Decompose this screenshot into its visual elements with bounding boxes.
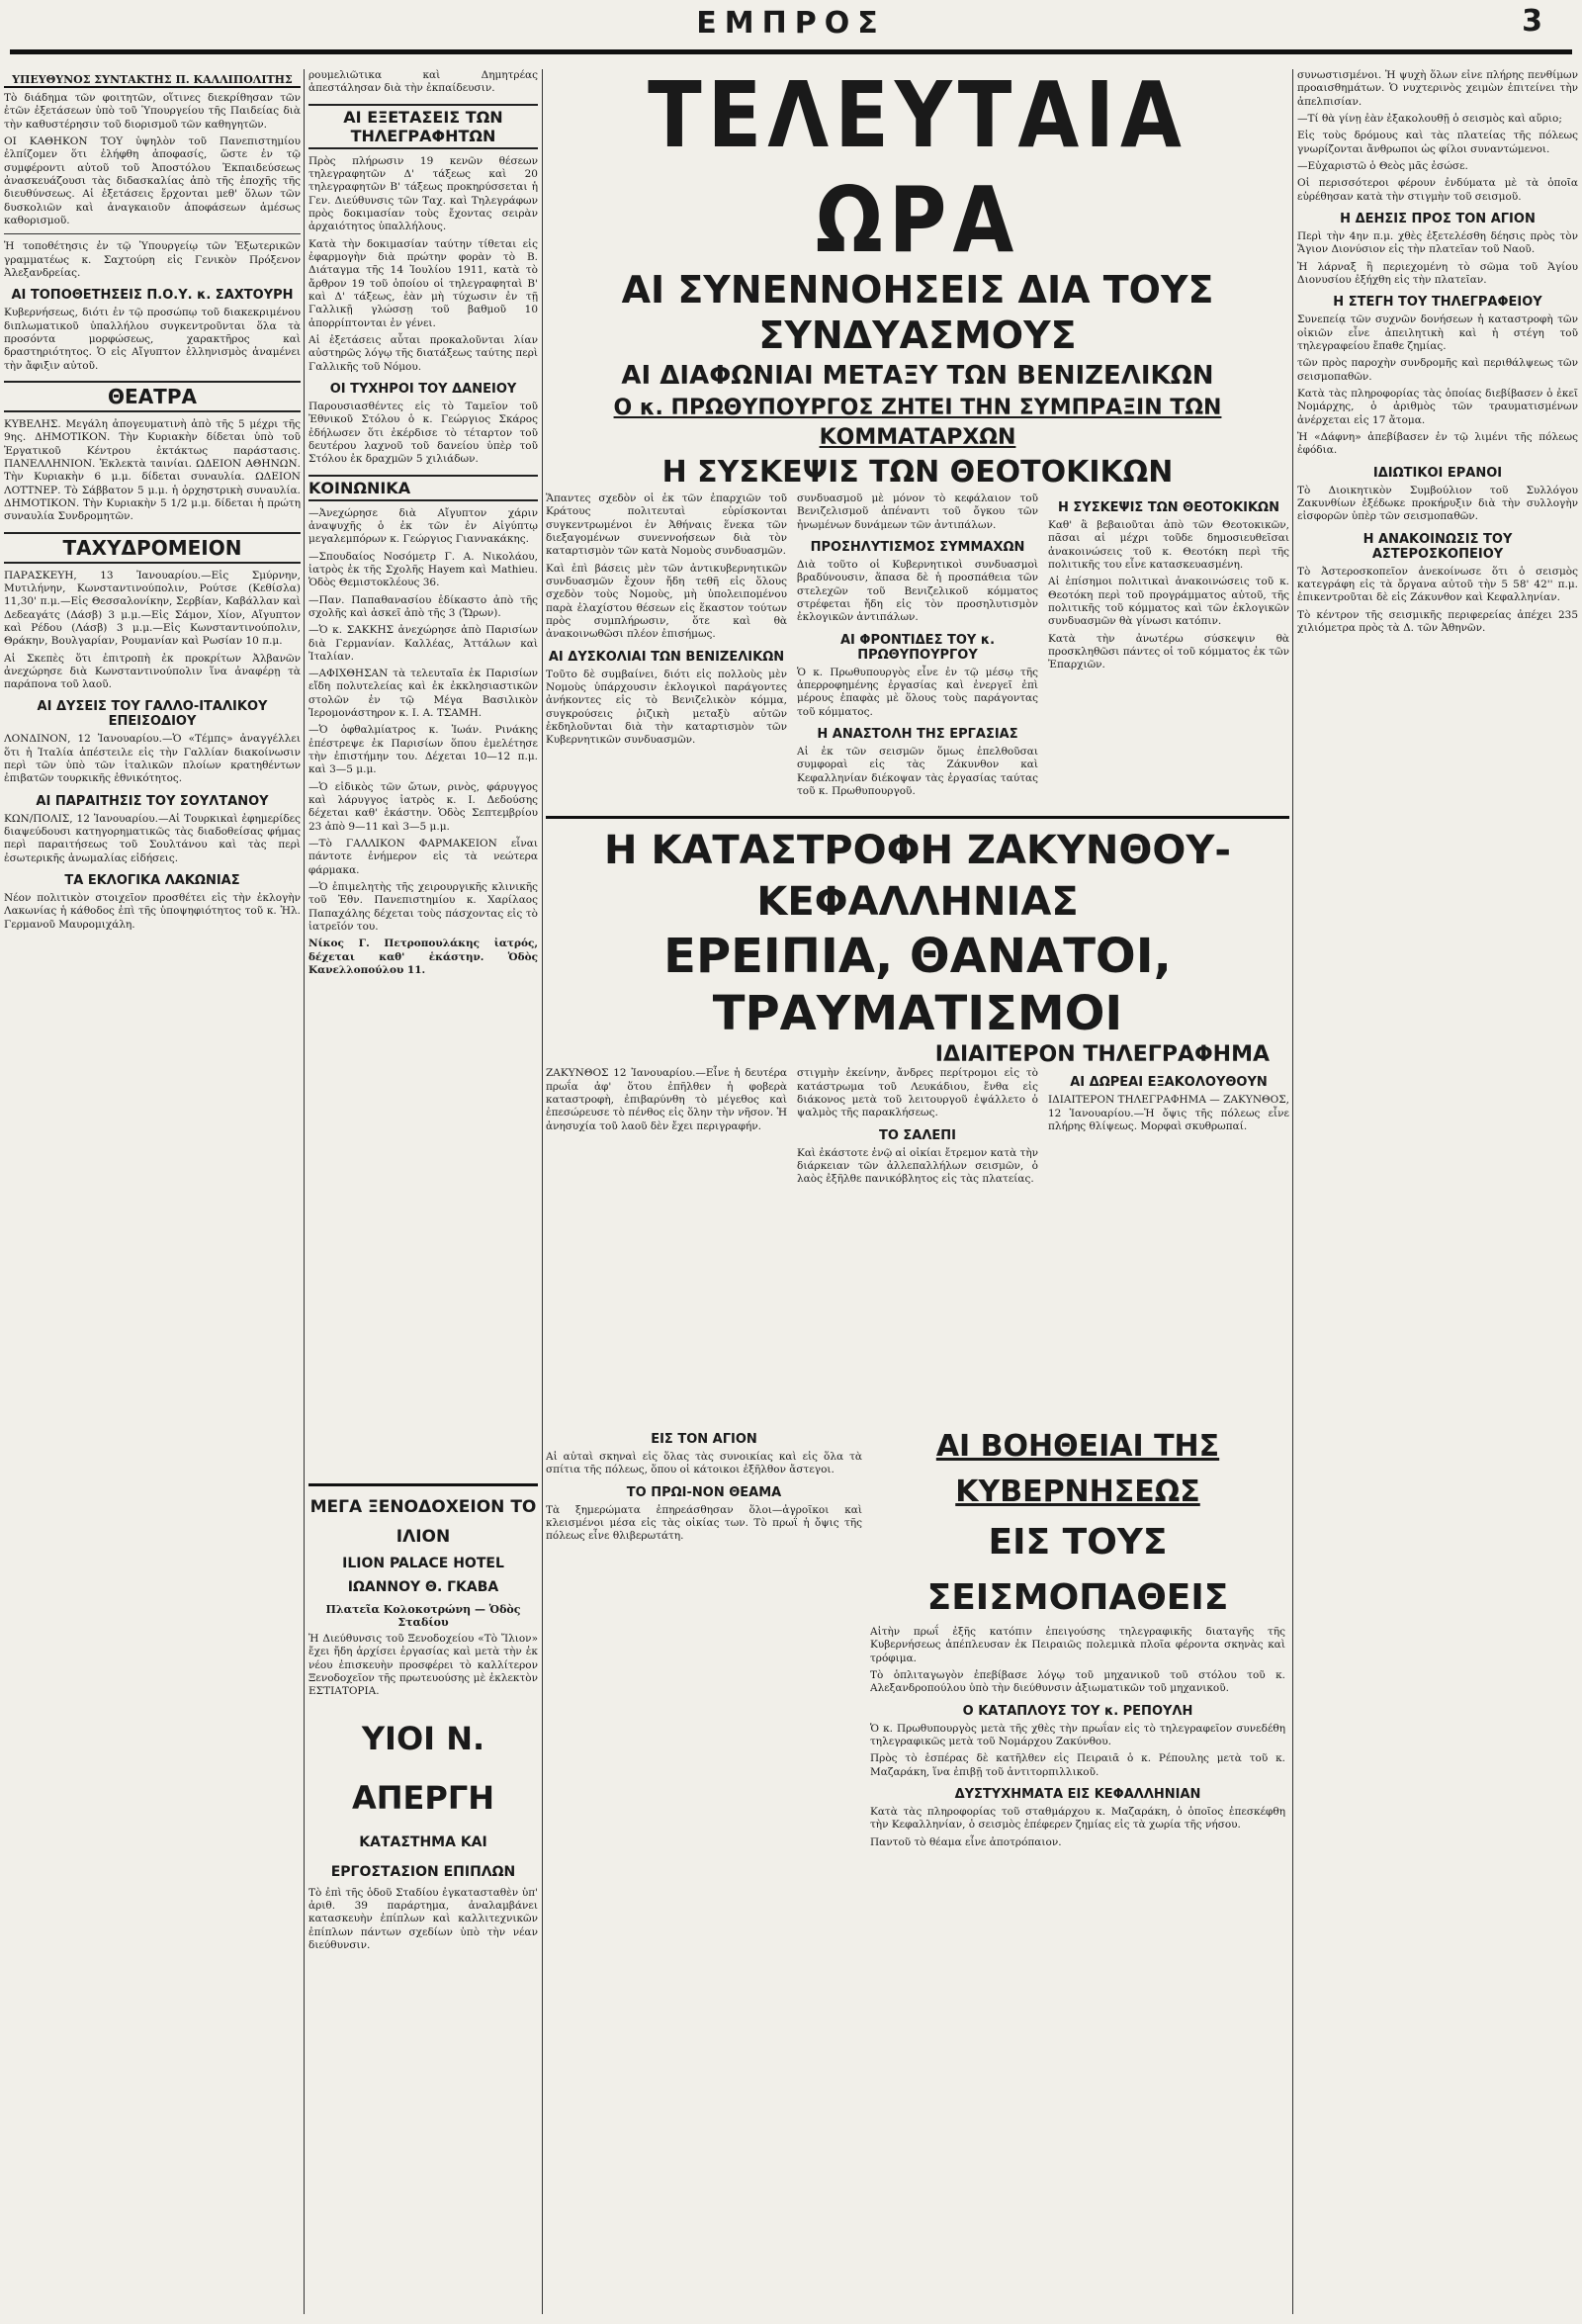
paragraph: Περὶ τὴν 4ην π.μ. χθὲς ἐξετελέσθη δέησις πρὸς τὸν Ἅγιον Διονύσιον εἰς τὴν πλατεῖαν τοῦ Ναοῦ. [1297, 229, 1578, 256]
column-divider [542, 69, 543, 2314]
lower-center-left [546, 1424, 862, 2314]
paragraph: Παντοῦ τὸ θέαμα εἶνε ἀποτρόπαιον. [870, 1835, 1062, 1848]
paragraph: ΚΩΝ/ΠΟΛΙΣ, 12 Ἰανουαρίου.—Αἱ Τουρκικαὶ ἐφημερίδες διαψεύδουσι κατηγορηματικῶς τὰς διαδοθείσας φήμας περὶ παραιτήσεως τοῦ Σουλτάνου καὶ τὰς περὶ ἐσωτερικῆς ἀνωμαλίας εἰδήσεις. [4, 812, 301, 864]
paragraph: Αἱ Σκεπὲς ὅτι ἐπιτροπὴ ἐκ προκρίτων Ἀλβανῶν ἀνεχώρησε διὰ Κωνσταντινούπολιν ἵνα ἀναφέρῃ τὰ παράπονα τοῦ λαοῦ. [4, 652, 301, 691]
theatra-heading: ΘΕΑΤΡΑ [4, 381, 301, 412]
ad-apergi-subtitle: ΚΑΤΑΣΤΗΜΑ ΚΑΙ ΕΡΓΟΣΤΑΣΙΟΝ ΕΠΙΠΛΩΝ [330, 1833, 516, 1880]
paragraph: Πρὸς τὸ ἑσπέρας δὲ κατῆλθεν εἰς Πειραιᾶ ὁ κ. Ρέπουλης μετὰ τοῦ κ. Μαζαράκη, ἵνα ἐπιβῇ τοῦ ἀντιτορπιλλικοῦ. [870, 1752, 1285, 1778]
paragraph: Κατὰ τὰς πληροφορίας τὰς ὁποίας διεβίβασεν ὁ ἐκεῖ Νομάρχης, ὁ ἀριθμὸς τῶν τραυματισμένων ἀνέρχεται εἰς 17 ἄτομα. [1297, 387, 1578, 426]
section-heading: ΤΑ ΕΚΛΟΓΙΚΑ ΛΑΚΩΝΙΑΣ [64, 873, 240, 889]
column-divider [1292, 69, 1293, 2314]
ad-hotel-owner: ΙΩΑΝΝΟΥ Θ. ΓΚΑΒΑ [347, 1579, 499, 1595]
subheadline-skepsis: Η ΣΥΣΚΕΨΙΣ ΤΩΝ ΘΕΟΤΟΚΙΚΩΝ [661, 455, 1174, 490]
paragraph: Νέον πολιτικὸν στοιχεῖον προσθέτει εἰς τὴν ἐκλογὴν Λακωνίας ἡ κάθοδος ἐπὶ τῆς ὑποψηφιότητος τοῦ κ. Ἠλ. Γερμανοῦ Μαυρομιχάλη. [4, 892, 301, 931]
koinonika-heading: ΚΟΙΝΩΝΙΚΑ [308, 475, 538, 501]
section-heading: ΑΙ ΔΥΣΕΙΣ ΤΟΥ ΓΑΛΛΟ-ΙΤΑΛΙΚΟΥ ΕΠΕΙΣΟΔΙΟΥ [37, 699, 268, 730]
paragraph: Ἡ τοποθέτησις ἐν τῷ Ὑπουργείῳ τῶν Ἐξωτερικῶν γραμματέως κ. Σαχτούρη εἰς Γενικὸν Πρόξενον Ἀλεξανδρείας. [4, 240, 301, 279]
section-heading: ΔΥΣΤΥΧΗΜΑΤΑ ΕΙΣ ΚΕΦΑΛΛΗΝΙΑΝ [954, 1786, 1201, 1802]
section-heading: ΕΙΣ ΤΟΝ ΑΓΙΟΝ [651, 1432, 757, 1447]
paragraph: Κατὰ τὴν ἀνωτέρω σύσκεψιν θὰ προσκληθῶσι πάντες οἱ τοῦ κόμματος ἐκ τῶν Ἐπαρχιῶν. [1048, 632, 1289, 671]
theatra-listing: ΚΥΒΕΛΗΣ. Μεγάλη ἀπογευματινὴ ἀπὸ τῆς 5 μέχρι τῆς 9ης. ΔΗΜΟΤΙΚΟΝ. Τὴν Κυριακὴν δίδεται ὑπὸ τοῦ Ἐργατικοῦ Κέντρου ἐκτάκτως παράστασις. ΠΑΝΕΛΛΗΝΙΟΝ. Ἐκλεκτὰ ταινίαι. ΩΔΕΙΟΝ ΑΘΗΝΩΝ. Τὴν Κυριακὴν 6 μ.μ. δίδεται συναυλία. ΩΔΕΙΟΝ ΛΟΤΤΝΕΡ. Τὸ Σάββατον 5 μ.μ. ἡ ὀρχηστρικὴ συναυλία. ΔΗΜΟΤΙΚΟΝ. Τὴν Κυριακὴν 5 1/2 μ.μ. δίδεται ἡ πρώτη συναυλία Συνδρομητῶν. [4, 417, 301, 523]
paragraph: Ὁ κ. Πρωθυπουργὸς εἶνε ἐν τῷ μέσῳ τῆς ἀπερροφημένης ἐργασίας καὶ ἐνεργεῖ ἐπὶ μέρους ἐπαφὰς μὲ ὅλους τοὺς παράγοντας τοῦ κόμματος. [797, 666, 1038, 718]
paragraph: Καθ' ἃ βεβαιοῦται ἀπὸ τῶν Θεοτοκικῶν, πᾶσαι αἱ μέχρι τοῦδε δημοσιευθεῖσαι ἀνακοινώσεις τοῦ κ. Θεοτόκη περὶ τῆς πολιτικῆς του εἶνε κατασκευασμένη. [1048, 519, 1289, 571]
ad-hotel-desc: Ἡ Διεύθυνσις τοῦ Ξενοδοχείου «Τὸ Ἴλιον» ἔχει ἤδη ἀρχίσει ἐργασίας καὶ μετὰ τὴν ἐκ νέου ἐπισκευὴν προσφέρει τὸ καλλίτερον Ξενοδοχεῖον τῆς πρωτευούσης μὲ ἐκλεκτὸν ΕΣΤΙΑΤΟΡΙΑ. [308, 1633, 538, 1698]
paragraph: Ἡ «Δάφνη» ἀπεβίβασεν ἐν τῷ λιμένι τῆς πόλεως ἐφόδια. [1297, 430, 1578, 457]
signature: Νίκος Γ. Πετροπουλάκης ἰατρός, δέχεται καθ' ἑκάστην. Ὁδὸς Κανελλοπούλου 11. [308, 938, 538, 977]
paragraph: Κατὰ τὴν δοκιμασίαν ταύτην τίθεται εἰς ἐφαρμογὴν διὰ πρώτην φορὰν τὸ Β. Διάταγμα τῆς 14 Ἰουλίου 1911, κατὰ τὸ ἄρθρον 19 τοῦ ὁποίου οἱ τηλεγραφηταὶ Β' καὶ Δ' τάξεως, ἐὰν μὴ τύχωσιν ἐν τῇ Γαλλικῇ γλώσσῃ τοῦ βαθμοῦ 10 ἀπορρίπτονται ἐν γένει. [308, 237, 538, 329]
section-heading: ΙΔΙΩΤΙΚΟΙ ΕΡΑΝΟΙ [1372, 465, 1503, 481]
paragraph: τῶν πρὸς παροχὴν συνδρομῆς καὶ περιθάλψεως τῶν σεισμοπαθῶν. [1297, 357, 1578, 383]
paragraph: —Τὸ ΓΑΛΛΙΚΟΝ ΦΑΡΜΑΚΕΙΟΝ εἶναι πάντοτε ἐνήμερον εἰς τὰ νεώτερα φάρμακα. [308, 838, 538, 876]
headline-katastrofi: Η ΚΑΤΑΣΤΡΟΦΗ ΖΑΚΥΝΘΟΥ-ΚΕΦΑΛΛΗΝΙΑΣ [604, 828, 1231, 926]
masthead-rule [10, 49, 1572, 54]
paragraph: —Σπουδαίος Νοσόμετρ Γ. Α. Νικολάου, ἰατρὸς ἐκ τῆς Σχολῆς Hayem καὶ Mathieu. Ὁδὸς Θεμιστοκλέους 36. [308, 550, 538, 589]
paragraph: ΙΔΙΑΙΤΕΡΟΝ ΤΗΛΕΓΡΑΦΗΜΑ — ΖΑΚΥΝΘΟΣ, 12 Ἰανουαρίου.—Ἡ ὄψις τῆς πόλεως εἶνε πλήρης θλίψεως. Μορφαὶ σκυθρωπαί. [1048, 1094, 1289, 1132]
paragraph: —Παν. Παπαθανασίου ἐδίκαστο ἀπὸ τῆς σχολῆς καὶ ἀσκεῖ ἀπὸ τῆς 3 (Ὥρων). [308, 593, 538, 619]
paragraph: Τὸ διάδημα τῶν φοιτητῶν, οἵτινες διεκρίθησαν τῶν ἐτῶν ἐξετάσεων ὑπὸ τοῦ Ὑπουργείου τῆς Παιδείας διὰ τὴν καθυστέρησιν τοῦ διορισμοῦ τῶν καθηγητῶν. [4, 92, 301, 131]
paragraph: Κατὰ τὰς πληροφορίας τοῦ σταθμάρχου κ. Μαζαράκη, ὁ ὁποῖος ἐπεσκέφθη τὴν Κεφαλληνίαν, ὁ σεισμὸς ἐπέφερεν ζημίας εἰς τὰ χωρία τῆς νήσου. [870, 1805, 1285, 1832]
paragraph: στιγμὴν ἐκείνην, ἄνδρες περίτρομοι εἰς τὸ κατάστρωμα τοῦ Λευκάδιου, ἔνθα εἰς διάκονος μετὰ τοῦ λειτουργοῦ ἐψάλλετο ὁ ψαλμὸς τῆς παρακλήσεως. [797, 1067, 1038, 1119]
section-heading: ΑΙ ΔΩΡΕΑΙ ΕΞΑΚΟΛΟΥΘΟΥΝ [1070, 1075, 1268, 1091]
paragraph: Πρὸς πλήρωσιν 19 κενῶν θέσεων τηλεγραφητῶν Δ' τάξεως καὶ 20 τηλεγραφητῶν Β' τάξεως προκηρύσσεται ἡ Γεν. Διεύθυνσις τῶν Ταχ. καὶ Τηλεγράφων πρὸς δοκιμασίαν τοὺς ἔχοντας σειρὰν ἀρχαιότητος ὑπαλλήλους. [308, 154, 538, 233]
ad-apergi-desc: Τὸ ἐπὶ τῆς ὁδοῦ Σταδίου ἐγκατασταθὲν ὑπ' ἀριθ. 39 παράρτημα, ἀναλαμβάνει κατασκευὴν ἐπίπλων καὶ καλλιτεχνικῶν ἐπίπλων πάντων σχεδίων ὑπὸ τὴν νέαν διεύθυνσιν. [308, 1886, 538, 1951]
section-heading: ΟΙ ΤΥΧΗΡΟΙ ΤΟΥ ΔΑΝΕΙΟΥ [329, 381, 517, 397]
paragraph: Τὰ ξημερώματα ἐπηρεάσθησαν ὅλοι—ἀγροῖκοι καὶ κλεισμένοι μέσα εἰς τὰς οἰκίας των. Τὸ πρωΐ ἡ ὄψις τῆς πόλεως εἶνε θλιβερωτάτη. [546, 1503, 862, 1543]
paragraph: Ἡ λάρναξ ἢ περιεχομένη τὸ σῶμα τοῦ Ἁγίου Διονυσίου ἐξήχθη εἰς τὴν πλατεῖαν. [1297, 260, 1578, 286]
paragraph: —Τί θὰ γίνῃ ἐὰν ἐξακολουθῇ ὁ σεισμὸς καὶ αὔριο; [1297, 112, 1562, 125]
paragraph: ΖΑΚΥΝΘΟΣ 12 Ἰανουαρίου.—Εἶνε ἡ δευτέρα πρωΐα ἀφ' ὅτου ἐπῆλθεν ἡ φοβερὰ καταστροφὴ, ἐπιβαρύνθη τὸ μέγεθος καὶ ἐπεσώρευσε τὸ πένθος εἰς ὅλην τὴν νῆσον. Ἡ ἀνησυχία τοῦ λαοῦ δὲν ἔχει περιγραφήν. [546, 1067, 787, 1132]
headline-synennoiseis: ΑΙ ΣΥΝΕΝΝΟΗΣΕΙΣ ΔΙΑ ΤΟΥΣ ΣΥΝΔΥΑΣΜΟΥΣ [621, 268, 1214, 357]
paragraph: Παρουσιασθέντες εἰς τὸ Ταμεῖον τοῦ Ἐθνικοῦ Στόλου ὁ κ. Γεώργιος Σκάρος ἐδήλωσεν ὅτι ἐκέρδισε τὸ τέταρτον τοῦ δευτέρου λαχνοῦ τοῦ δανείου ὑπὲρ τοῦ Στόλου ἐκ δραχμῶν 5 χιλιάδων. [308, 400, 538, 466]
section-heading: Η ΑΝΑΣΤΟΛΗ ΤΗΣ ΕΡΓΑΣΙΑΣ [817, 726, 1018, 742]
paragraph: Αἱ αὐταὶ σκηναὶ εἰς ὅλας τὰς συνοικίας καὶ εἰς ὅλα τὰ σπίτια τῆς πόλεως, ὅπου οἱ κάτοικοι ἐξῆλθον ἄστεγοι. [546, 1451, 862, 1476]
paragraph: Αἱ ἐκ τῶν σεισμῶν ὅμως ἐπελθοῦσαι συμφοραὶ εἰς τὰς Ζάκυνθον καὶ Κεφαλληνίαν διέκοψαν τὰς ἐργασίας ταύτας τοῦ κ. Πρωθυπουργοῦ. [797, 745, 1038, 797]
paragraph: ΛΟΝΔΙΝΟΝ, 12 Ἰανουαρίου.—Ὁ «Τέμπς» ἀναγγέλλει ὅτι ἡ Ἰταλία ἀπέστειλε εἰς τὴν Γαλλίαν διακοίνωσιν περὶ τῶν ὑπὸ τῶν ἰταλικῶν πλοίων κρατηθέντων ἐπιβατῶν τουρκικῆς ἐθνικότητος. [4, 733, 301, 785]
paragraph: Αἱ ἐπίσημοι πολιτικαὶ ἀνακοινώσεις τοῦ κ. Θεοτόκη περὶ τοῦ προγράμματος αὐτοῦ, τῆς πολιτικῆς τοῦ κόμματος καὶ τῶν ἐκλογικῶν συνδυασμῶν θὰ γίνωσι κατόπιν. [1048, 576, 1289, 628]
headline-ereipia: ΕΡΕΙΠΙΑ, ΘΑΝΑΤΟΙ, ΤΡΑΥΜΑΤΙΣΜΟΙ [663, 929, 1172, 1042]
paragraph: —Ἀνεχώρησε διὰ Αἴγυπτον χάριν ἀναψυχῆς ὁ ἐκ τῶν ἐν Αἰγύπτῳ μεγαλεμπόρων κ. Γεώργιος Γιαννακάκης. [308, 506, 538, 546]
paragraph: —Ὁ εἰδικὸς τῶν ὤτων, ρινὸς, φάρυγγος καὶ λάρυγγος ἰατρὸς κ. Ι. Δεδούσης δέχεται καθ' ἑκάστην. Ὁδὸς Σεπτεμβρίου 23 ἀπὸ 9—11 καὶ 3—5 μ.μ. [308, 780, 538, 833]
subheadline-diafoniai: ΑΙ ΔΙΑΦΩΝΙΑΙ ΜΕΤΑΞΥ ΤΩΝ ΒΕΝΙΖΕΛΙΚΩΝ [621, 361, 1214, 391]
taxydromeion-heading: ΤΑΧΥΔΡΟΜΕΙΟΝ [4, 532, 301, 564]
ad-hotel-title: ΜΕΓΑ ΞΕΝΟΔΟΧΕΙΟΝ ΤΟ ΙΛΙΟΝ [308, 1483, 538, 1552]
paragraph: —Ὁ ἐπιμελητὴς τῆς χειρουργικῆς κλινικῆς τοῦ Ἐθν. Πανεπιστημίου κ. Χαρίλαος Παπαχάλης δέχεται τοὺς πάσχοντας εἰς τὸ ἰατρεῖόν του. [308, 881, 538, 934]
subheadline-prothypourgos: Ο κ. ΠΡΩΘΥΠΟΥΡΓΟΣ ΖΗΤΕΙ ΤΗΝ ΣΥΜΠΡΑΞΙΝ ΤΩΝ ΚΟΜΜΑΤΑΡΧΩΝ [613, 396, 1222, 450]
ad-apergi-title: ΥΙΟΙ Ν. ΑΠΕΡΓΗ [351, 1719, 495, 1817]
section-heading: ΑΙ ΤΟΠΟΘΕΤΗΣΕΙΣ Π.Ο.Υ. κ. ΣΑΧΤΟΥΡΗ [11, 288, 294, 304]
section-heading: ΤΟ ΠΡΩΙ-ΝΟΝ ΘΕΑΜΑ [626, 1484, 782, 1500]
paragraph: Ἅπαντες σχεδὸν οἱ ἐκ τῶν ἐπαρχιῶν τοῦ Κράτους πολιτευταὶ εὑρίσκονται συγκεντρωμένοι ἐν Ἀθήναις ἕνεκα τῶν διεξαγομένων συνεννοήσεων διὰ τὸν καταρτισμὸν τῶν κατὰ Νομοὺς συνδυασμῶν. [546, 492, 787, 558]
section-heading: Ο ΚΑΤΑΠΛΟΥΣ ΤΟΥ κ. ΡΕΠΟΥΛΗ [962, 1703, 1193, 1719]
section-heading: Η ΣΤΕΓΗ ΤΟΥ ΤΗΛΕΓΡΑΦΕΙΟΥ [1333, 295, 1542, 311]
paragraph: —Ὁ κ. ΣΑΚΚΗΣ ἀνεχώρησε ἀπὸ Παρισίων διὰ Γερμανίαν. Καλλέας, Ἀττάλων καὶ Ἰταλίαν. [308, 624, 538, 663]
subheadline-idiaiteron: ΙΔΙΑΙΤΕΡΟΝ ΤΗΛΕΓΡΑΦΗΜΑ [934, 1042, 1270, 1068]
page-number: 3 [1522, 4, 1542, 39]
center-block [546, 69, 1289, 1424]
paragraph: συνδυασμοῦ μὲ μόνον τὸ κεφάλαιον τοῦ Βενιζελισμοῦ ἀπέναντι τοῦ ὄγκου τῶν ἡνωμένων δυνάμεων τῶν ἀντιπάλων. [797, 492, 1038, 531]
ads-block [308, 1483, 538, 2314]
taxydromeion-listing: ΠΑΡΑΣΚΕΥΗ, 13 Ἰανουαρίου.—Εἰς Σμύρνην, Μυτιλήνην, Κωνσταντινούπολιν, Ρούτσε (Κεθίσλα) 11,30' π.μ.—Εἰς Θεσσαλονίκην, Σερβίαν, Καβάλλαν καὶ Δεδεαγάτς (Δάσβ) 3 μ.μ.—Εἰς Σάμον, Χίον, Αἴγυπτον καὶ Ρέδου (Λάσβ) 3 μ.μ.—Εἰς Κωνσταντινούπολιν, Θράκην, Βουλγαρίαν, Ρουμανίαν καὶ Ρωσίαν 10 π.μ. [4, 569, 301, 648]
paragraph: Καὶ ἐπὶ βάσεις μὲν τῶν ἀντικυβερνητικῶν συνδυασμῶν ἔχουν ἤδη τεθῆ εἰς ὅλους σχεδὸν τοὺς Νομοὺς, μὴ ὑπολειπομένου παρὰ ἐλαχίστου θέσεων εἰς ἕκαστον τούτων πρὸς συμπλήρωσιν, ὅτε καὶ θὰ ἀνακοινωθῶσι πλέον ἐπισήμως. [546, 562, 787, 641]
paragraph: Εἰς τοὺς δρόμους καὶ τὰς πλατείας τῆς πόλεως γνωρίζονται ἄνθρωποι ὡς φίλοι συναντώμενοι. [1297, 130, 1578, 155]
editor-line: ΥΠΕΥΘΥΝΟΣ ΣΥΝΤΑΚΤΗΣ Π. ΚΑΛΛΙΠΟΛΙΤΗΣ [4, 73, 301, 88]
paragraph: Ὁ κ. Πρωθυπουργὸς μετὰ τῆς χθὲς τὴν πρωΐαν εἰς τὸ τηλεγραφεῖον συνεδέθη τηλεγραφικῶς μετὰ τοῦ Νομάρχου Ζακύνθου. [870, 1722, 1285, 1747]
masthead [0, 0, 1582, 61]
paragraph: —Εὐχαριστῶ ὁ Θεὸς μᾶς ἐσώσε. [1297, 159, 1468, 172]
paragraph: συνωστισμένοι. Ἡ ψυχὴ ὅλων εἶνε πλήρης πενθίμων προαισθημάτων. Ὁ νυχτερινὸς χειμὼν ἐπιτείνει τὴν ἀπελπισίαν. [1297, 69, 1578, 108]
paragraph: Αἰτὴν πρωΐ ἐξῆς κατόπιν ἐπειγούσης τηλεγραφικῆς διαταγῆς τῆς Κυβερνήσεως ἀπέπλευσαν ἐκ Πειραιῶς πολεμικὰ πλοῖα φέροντα σκηνὰς καὶ τρόφιμα. [870, 1626, 1285, 1664]
section-heading: Η ΔΕΗΣΙΣ ΠΡΟΣ ΤΟΝ ΑΓΙΟΝ [1340, 211, 1536, 226]
paragraph: Διὰ τοῦτο οἱ Κυβερνητικοὶ συνδυασμοὶ βραδύνουσιν, ἅπασα δὲ ἡ προσπάθεια τῶν στελεχῶν τοῦ Βενιζελικοῦ κόμματος στρέφεται ἤδη εἰς τὸν προσηλυτισμὸν ἐκλογικῶν ἀντιπάλων. [797, 558, 1038, 624]
paragraph: Καὶ ἐκάστοτε ἐνῷ αἱ οἰκίαι ἔτρεμον κατὰ τὴν διάρκειαν τῶν ἀλλεπαλλήλων σεισμῶν, ὁ λαὸς ἐξῆλθε πανικόβλητος εἰς τὰς πλατείας. [797, 1146, 1038, 1186]
paragraph: Συνεπείᾳ τῶν συχνῶν δονήσεων ἡ καταστροφὴ τῶν οἰκιῶν εἶνε ἀπειλητικὴ καὶ ἡ στέγη τοῦ τηλεγραφείου ἔπαθε ζημίας. [1297, 313, 1578, 352]
section-heading: Η ΑΝΑΚΟΙΝΩΣΙΣ ΤΟΥ ΑΣΤΕΡΟΣΚΟΠΕΙΟΥ [1362, 531, 1513, 562]
paragraph: —ΑΦΙΧΘΗΣΑΝ τὰ τελευταῖα ἐκ Παρισίων εἴδη πολυτελείας καὶ ἐκ ἐκκλησιαστικῶν στολῶν ἐν τῷ Μέγα Βασιλικὸν Ἰερομονάστηρον κ. Ι. Α. ΤΣΑΜΗ. [308, 668, 538, 720]
column-divider [304, 69, 305, 2314]
headline-teleftaia-ora: ΤΕΛΕΥΤΑΙΑ ΩΡΑ [648, 69, 1187, 273]
section-heading: ΤΟ ΣΑΛΕΠΙ [878, 1127, 957, 1143]
paragraph: Τὸ Διοικητικὸν Συμβούλιον τοῦ Συλλόγου Ζακυνθίων ἐξέδωκε προκήρυξιν διὰ τὴν συλλογὴν εἰσφορῶν ὑπὲρ τῶν σεισμοπαθῶν. [1297, 484, 1578, 523]
ad-hotel-location: Πλατεῖα Κολοκοτρώνη — Ὁδὸς Σταδίου [325, 1603, 521, 1629]
section-heading: ΑΙ ΠΑΡΑΙΤΗΣΙΣ ΤΟΥ ΣΟΥΛΤΑΝΟΥ [36, 793, 269, 809]
section-heading: ΠΡΟΣΗΛΥΤΙΣΜΟΣ ΣΥΜΜΑΧΩΝ [810, 539, 1025, 555]
paragraph: Τὸ κέντρον τῆς σεισμικῆς περιφερείας ἀπέχει 235 χιλιόμετρα πρὸς τὰ Δ. τῶν Ἀθηνῶν. [1297, 608, 1578, 634]
paragraph: Τὸ ὁπλιταγωγὸν ἐπεβίβασε λόγῳ τοῦ μηχανικοῦ τοῦ στόλου τοῦ κ. Αλεξανδροπούλου ὑπὸ τὴν διεύθυνσιν ἀξιωματικῶν τοῦ μηχανικοῦ. [870, 1668, 1285, 1695]
paragraph: Αἱ ἐξετάσεις αὗται προκαλοῦνται λίαν αὐστηρῶς λόγῳ τῆς διατάξεως ταύτης περὶ Γαλλικῆς τοῦ Νόμου. [308, 333, 538, 373]
paragraph: Τὸ Ἀστεροσκοπεῖον ἀνεκοίνωσε ὅτι ὁ σεισμὸς κατεγράφη εἰς τὰ ὄργανα αὐτοῦ τὴν 5 58' 42'' π.μ. ἐπικεντροῦται δὲ εἰς Ζάκυνθον καὶ Κεφαλληνίαν. [1297, 565, 1578, 604]
newspaper-title: ΕΜΠΡΟΣ [696, 6, 886, 41]
section-heading: ΑΙ ΦΡΟΝΤΙΔΕΣ ΤΟΥ κ. ΠΡΩΘΥΠΟΥΡΓΟΥ [839, 632, 996, 663]
headline-voitheiai: ΑΙ ΒΟΗΘΕΙΑΙ ΤΗΣ ΚΥΒΕΡΝΗΣΕΩΣ [935, 1429, 1220, 1509]
headline-seismopatheis: ΕΙΣ ΤΟΥΣ ΣΕΙΣΜΟΠΑΘΕΙΣ [926, 1522, 1229, 1618]
section-heading: Η ΣΥΣΚΕΨΙΣ ΤΩΝ ΘΕΟΤΟΚΙΚΩΝ [1058, 500, 1279, 515]
paragraph: Οἱ περισσότεροι φέρουν ἐνδύματα μὲ τὰ ὁποῖα εὑρέθησαν κατὰ τὴν στιγμὴν τοῦ σεισμοῦ. [1297, 177, 1578, 203]
paragraph: —Ὁ ὀφθαλμίατρος κ. Ἰωάν. Ρινάκης ἐπέστρεψε ἐκ Παρισίων ὅπου ἐμελέτησε τὴν ἐπιστήμην του. Δέχεται 10—12 π.μ. καὶ 3—5 μ.μ. [308, 724, 538, 776]
ad-hotel-subtitle: ILION PALACE HOTEL [342, 1556, 504, 1571]
paragraph: Κυβερνήσεως, διότι ἐν τῷ προσώπῳ τοῦ διακεκριμένου διπλωματικοῦ ὑπαλλήλου συγκεντροῦνται ὅλα τὰ προσόντα μορφώσεως, χαρακτῆρος καὶ δραστηριότητος. Ὁ εἰς Αἴγυπτον ἑλληνισμὸς ἀναμένει τὴν ἄφιξιν αὐτοῦ. [4, 307, 301, 372]
paragraph: Τοῦτο δὲ συμβαίνει, διότι εἰς πολλοὺς μὲν Νομοὺς ὑπάρχουσιν ἐκλογικοὶ παράγοντες ἀνήκοντες εἰς τὸ Βενιζελικὸν κόμμα, συγκρούσεις ῥιζικὴ μεταξὺ αὐτῶν ἐκδηλοῦνται διὰ τὴν καταρτισμὸν τῶν Κυβερνητικῶν συνδυασμῶν. [546, 668, 787, 747]
section-heading: ΑΙ ΔΥΣΚΟΛΙΑΙ ΤΩΝ ΒΕΝΙΖΕΛΙΚΩΝ [548, 649, 785, 665]
lower-center-right [870, 1424, 1285, 2314]
column-6 [1297, 69, 1578, 2314]
paragraph: ΟΙ ΚΑΘΗΚΟΝ ΤΟΥ ὑψηλὸν τοῦ Πανεπιστημίου ἐλπίζομεν ὅτι ἐλήφθη ἀποφασίς, ὥστε ἐν τῷ συμφέροντι αὐτοῦ τοῦ Ἀποστόλου Ἐκπαιδεύσεως ἀνασκευάζουσι τὰς διδασκαλίας ἀπὸ τῆς ἐποχῆς τῆς διευθύνσεως. Αἱ ἐξετάσεις ἔρχονται μεθ' ὅλων τῶν δυσκολιῶν καὶ ἀναγκαιοῦν ἀποφάσεων ἀμέσως καθορισμοῦ. [4, 134, 301, 226]
paragraph: ρουμελιῶτικα καὶ Δημητρέας ἀπεστάλησαν διὰ τὴν ἐκπαίδευσιν. [308, 69, 538, 95]
column-1 [4, 69, 301, 2314]
exetaseis-heading: ΑΙ ΕΞΕΤΑΣΕΙΣ ΤΩΝ ΤΗΛΕΓΡΑΦΗΤΩΝ [308, 104, 538, 149]
